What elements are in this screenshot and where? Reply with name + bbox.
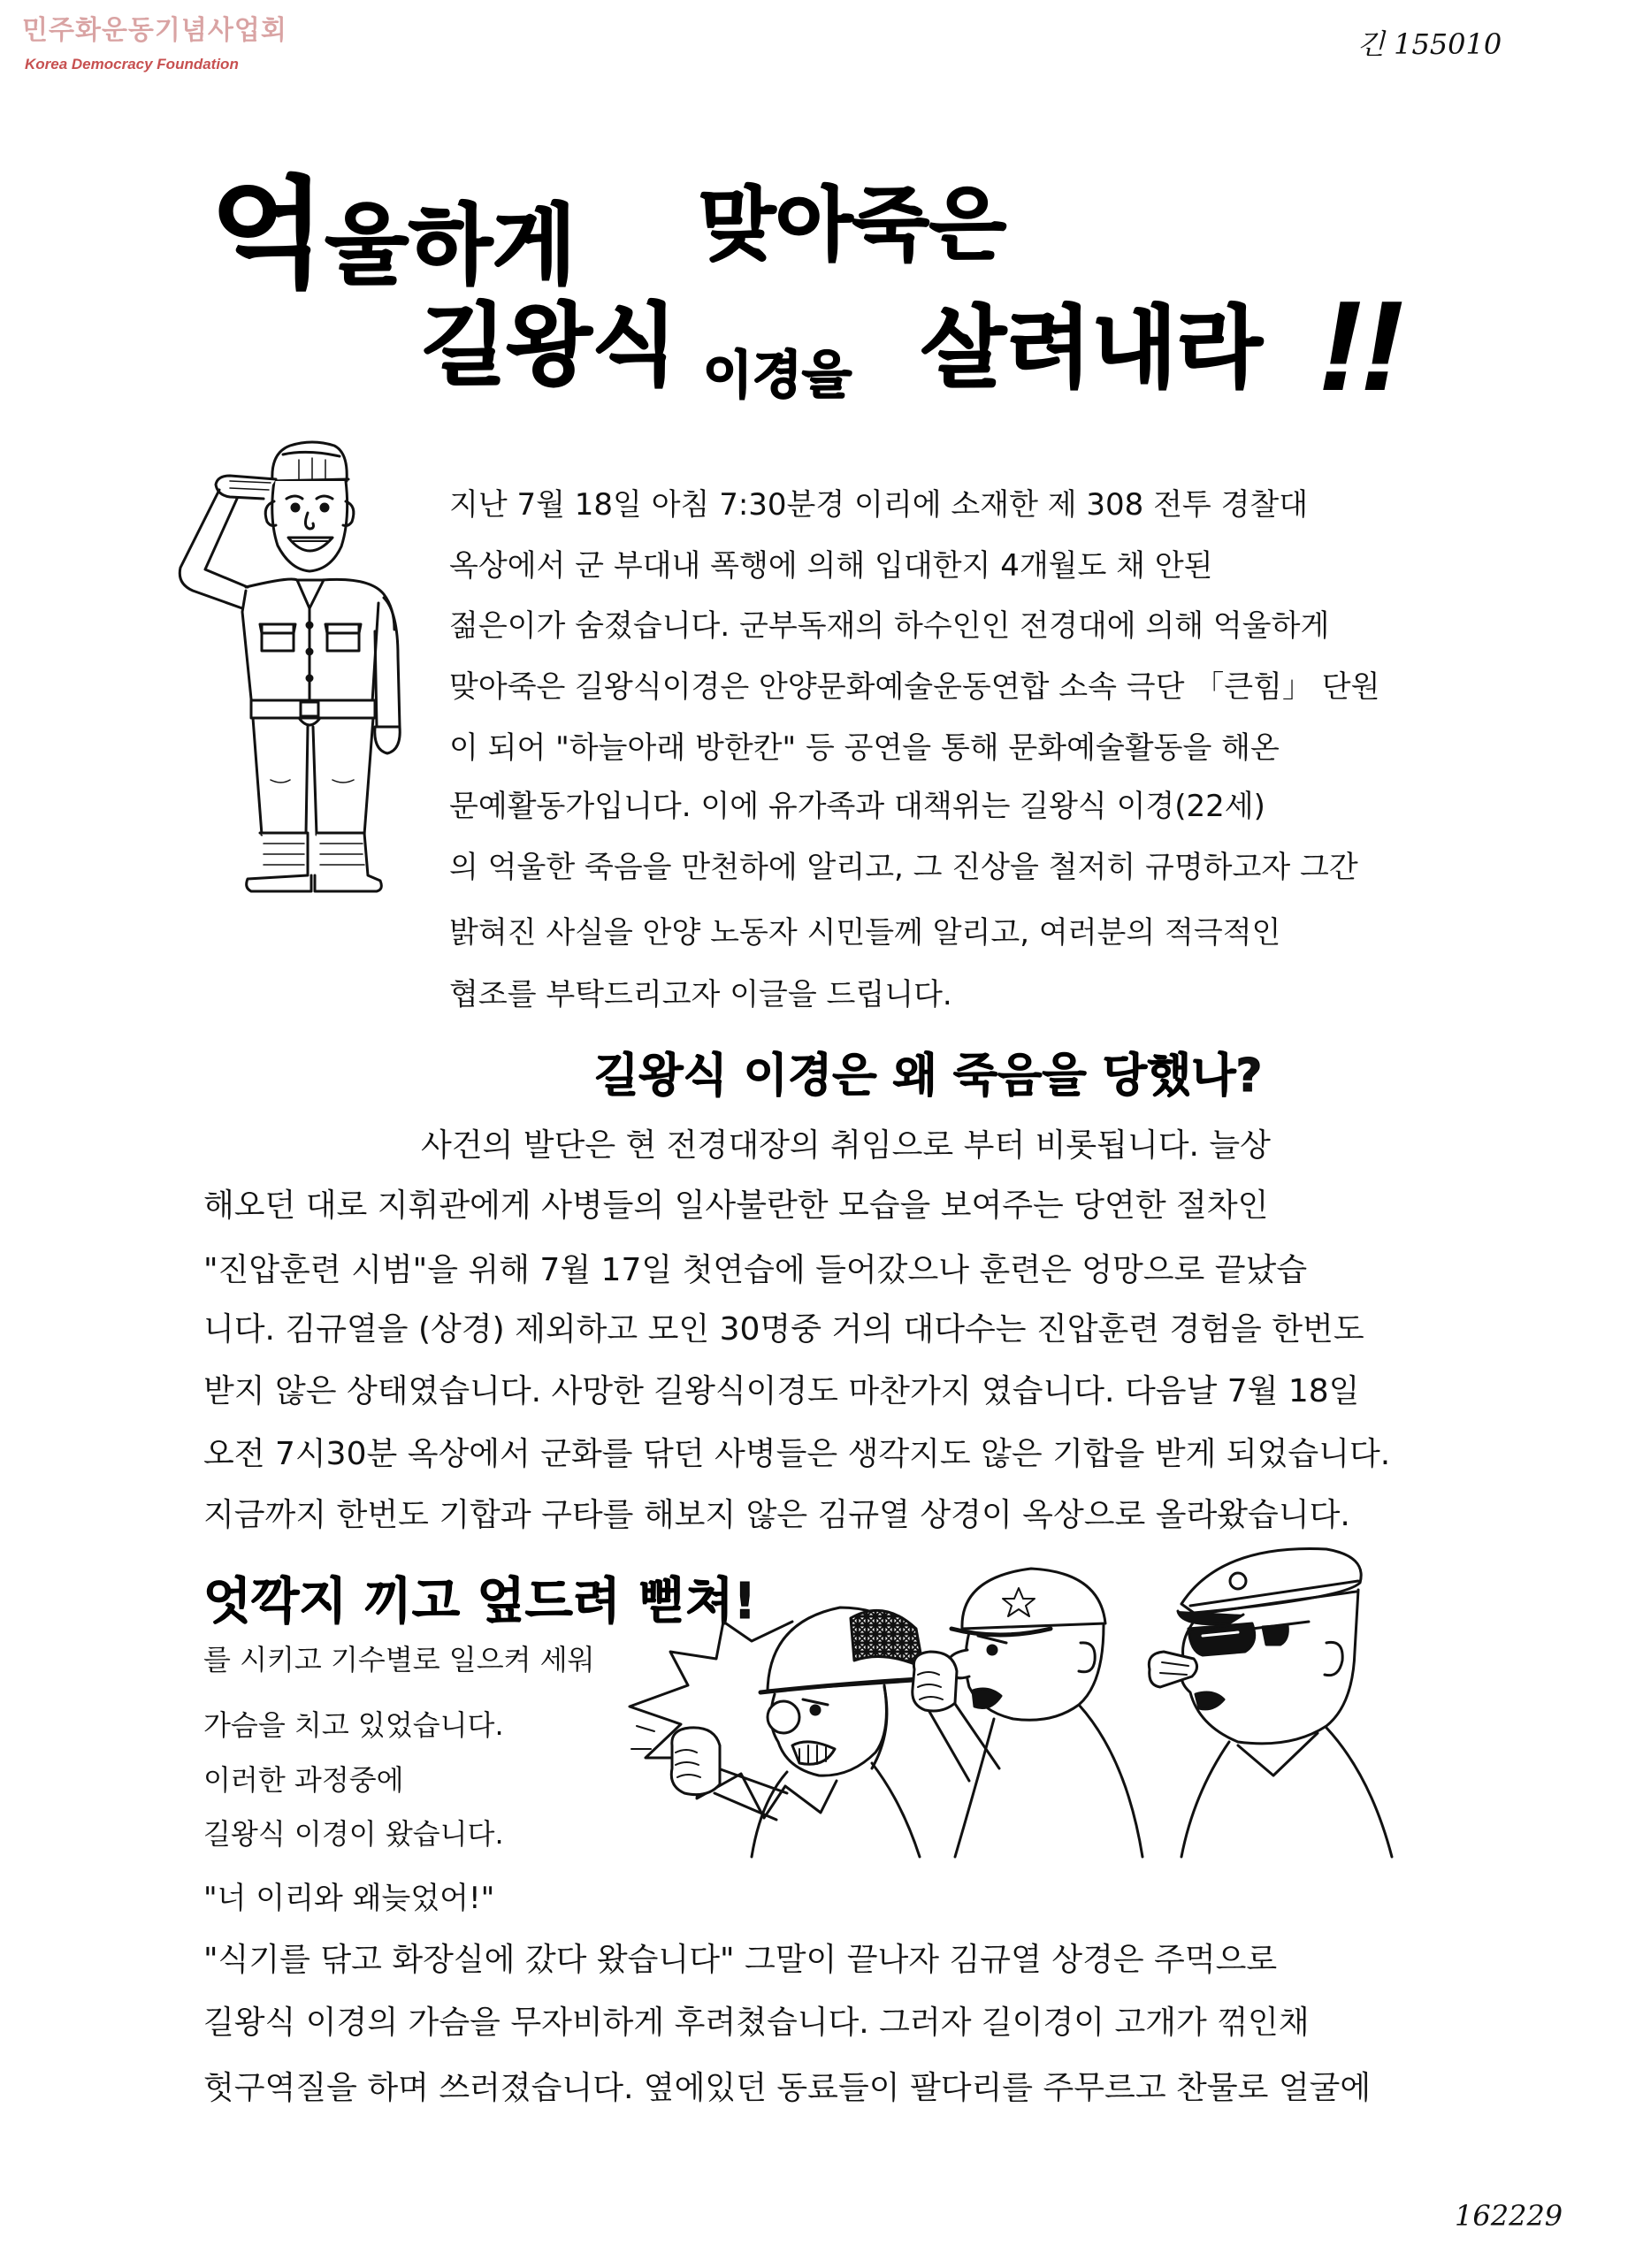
helmeted-soldier [631,1607,934,1857]
title-line1-part1: 억울하게 [210,165,577,303]
helmeted-soldier-fist [631,1726,720,1795]
intro-line: 문예활동가입니다. 이에 유가족과 대책위는 길왕식 이경(22세) [449,789,1265,824]
title-line2-demand: 살려내라 [921,296,1263,400]
officer [1149,1549,1392,1857]
intro-line: 협조를 부탁드리고자 이글을 드립니다. [449,977,952,1012]
closing-line: 헛구역질을 하며 쓰러졌습니다. 옆에있던 동료들이 팔다리를 주무르고 찬물로 얼굴에 [203,2070,1372,2106]
side-text-line: 를 시키고 기수별로 일으켜 세워 [203,1643,595,1676]
side-text-line: 이러한 과정중에 [203,1763,404,1797]
intro-line: 맞아죽은 길왕식이경은 안양문화예술운동연합 소속 극단 「큰힘」 단원 [449,669,1380,705]
archive-page-number: 162229 [1455,2199,1563,2233]
archive-document-number: 긴 155010 [1357,27,1502,61]
incident-line: 받지 않은 상태였습니다. 사망한 길왕식이경도 마찬가지 였습니다. 다음날 7월 18일 [203,1373,1360,1409]
beating-scene-illustration [619,1537,1397,1857]
capped-soldier [913,1569,1142,1857]
soldier-cap [271,442,348,481]
capped-soldier-fist [913,1652,957,1711]
watermark-organization-english: Korea Democracy Foundation [25,56,239,73]
soldier-legs [253,718,373,835]
intro-line: 밝혀진 사실을 안양 노동자 시민들께 알리고, 여러분의 적극적인 [449,915,1281,951]
incident-line: 사건의 발단은 현 전경대장의 취임으로 부터 비롯됩니다. 늘상 [421,1127,1271,1164]
side-text-quote: "너 이리와 왜늦었어!" [203,1881,495,1916]
intro-line: 옥상에서 군 부대내 폭행에 의해 입대한지 4개월도 채 안된 [449,548,1213,584]
soldier-boots [247,833,382,891]
title-line2-name: 길왕식 [421,294,677,397]
incident-line: "진압훈련 시범"을 위해 7월 17일 첫연습에 들어갔으나 훈련은 엉망으로 끝났습 [203,1252,1308,1288]
shouted-order: 엇깍지 끼고 엎드려 뻗쳐! [203,1573,756,1630]
intro-line: 지난 7월 18일 아침 7:30분경 이리에 소재한 제 308 전투 경찰대 [449,487,1309,523]
watermark-organization-korean: 민주화운동기념사업회 [22,15,287,46]
incident-line: 해오던 대로 지휘관에게 사병들의 일사불란한 모습을 보여주는 당연한 절차인 [203,1187,1269,1224]
title-line2-exclamation: !! [1319,276,1403,416]
side-text-line: 가슴을 치고 있었습니다. [203,1708,504,1742]
incident-line: 지금까지 한번도 기합과 구타를 해보지 않은 김규열 상경이 옥상으로 올라왔습니다. [203,1497,1350,1533]
title-line2-rank: 이경을 [703,345,852,405]
soldier-face [265,481,354,571]
intro-line: 의 억울한 죽음을 만천하에 알리고, 그 진상을 철저히 규명하고자 그간 [449,850,1358,885]
intro-line: 젊은이가 숨졌습니다. 군부독재의 하수인인 전경대에 의해 억울하게 [449,608,1330,644]
section-heading: 길왕식 이경은 왜 죽음을 당했나? [594,1050,1263,1103]
incident-line: 오전 7시30분 옥상에서 군화를 닦던 사병들은 생각지도 않은 기합을 받게 되었습니다. [203,1436,1391,1472]
intro-line: 이 되어 "하늘아래 방한칸" 등 공연을 통해 문화예술활동을 해온 [449,730,1280,766]
saluting-soldier-illustration [166,435,407,899]
soldier-uniform [242,579,394,718]
incident-line: 니다. 김규열을 (상경) 제외하고 모인 30명중 거의 대다수는 진압훈련 경험을 한번도 [203,1311,1364,1348]
side-text-line: 길왕식 이경이 왔습니다. [203,1817,504,1851]
title-line1-part2: 맞아죽은 [699,179,1006,271]
closing-line: "식기를 닦고 화장실에 갔다 왔습니다" 그말이 끝나자 김규열 상경은 주먹으로 [203,1942,1278,1978]
closing-line: 길왕식 이경의 가슴을 무자비하게 후려쳤습니다. 그러자 길이경이 고개가 꺾인채 [203,2005,1310,2041]
soldier-saluting-arm [180,476,276,608]
